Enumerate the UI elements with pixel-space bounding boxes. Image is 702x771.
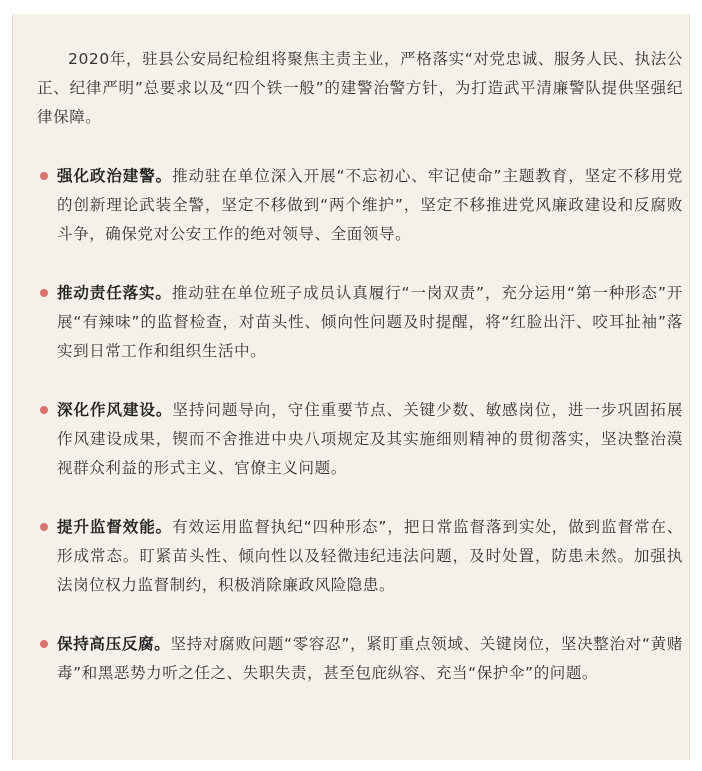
bullet-dot-icon [40, 289, 48, 297]
intro-paragraph: 2020年，驻县公安局纪检组将聚焦主责主业，严格落实“对党忠诚、服务人民、执法公正、纪律严明”总要求以及“四个铁一般”的建警治警方针，为打造武平清廉警队提供坚强纪律保障。 [37, 50, 683, 126]
section-text: 坚持问题导向，守住重要节点、关键少数、敏感岗位，进一步巩固拓展作风建设成果，锲而不舍推进中央八项规定及其实施细则精神的贯彻落实，坚决整治漠视群众利益的形式主义、官僚主义问题。 [57, 401, 683, 477]
article-panel [12, 14, 690, 760]
section-political [37, 162, 683, 249]
section-heading: 推动责任落实。 [57, 284, 172, 302]
section-responsibility [37, 279, 683, 366]
section-supervision [37, 513, 683, 600]
section-anti-corruption [37, 630, 683, 688]
section-text: 推动驻在单位班子成员认真履行“一岗双责”，充分运用“第一种形态”开展“有辣味”的监督检查，对苗头性、倾向性问题及时提醒，将“红脸出汗、咬耳扯袖”落实到日常工作和组织生活中。 [57, 284, 683, 360]
bullet-dot-icon [40, 172, 48, 180]
section-text: 坚持对腐败问题“零容忍”，紧盯重点领域、关键岗位，坚决整治对“黄赌毒”和黑恶势力听之任之、失职失责，甚至包庇纵容、充当“保护伞”的问题。 [57, 635, 683, 682]
article-body [37, 45, 683, 688]
section-heading: 强化政治建警。 [57, 167, 173, 185]
bullet-dot-icon [40, 523, 48, 531]
section-heading: 提升监督效能。 [57, 518, 173, 536]
section-work-style [37, 396, 683, 483]
bullet-dot-icon [40, 640, 48, 648]
section-heading: 深化作风建设。 [57, 401, 173, 419]
section-heading: 保持高压反腐。 [57, 635, 171, 653]
bullet-dot-icon [40, 406, 48, 414]
section-text: 有效运用监督执纪“四种形态”，把日常监督落到实处，做到监督常在、形成常态。盯紧苗头性、倾向性以及轻微违纪违法问题，及时处置，防患未然。加强执法岗位权力监督制约，积极消除廉政风险隐患。 [57, 518, 684, 594]
section-text: 推动驻在单位深入开展“不忘初心、牢记使命”主题教育，坚定不移用党的创新理论武装全警，坚定不移做到“两个维护”，坚定不移推进党风廉政建设和反腐败斗争，确保党对公安工作的绝对领导、全面领导。 [57, 167, 684, 243]
